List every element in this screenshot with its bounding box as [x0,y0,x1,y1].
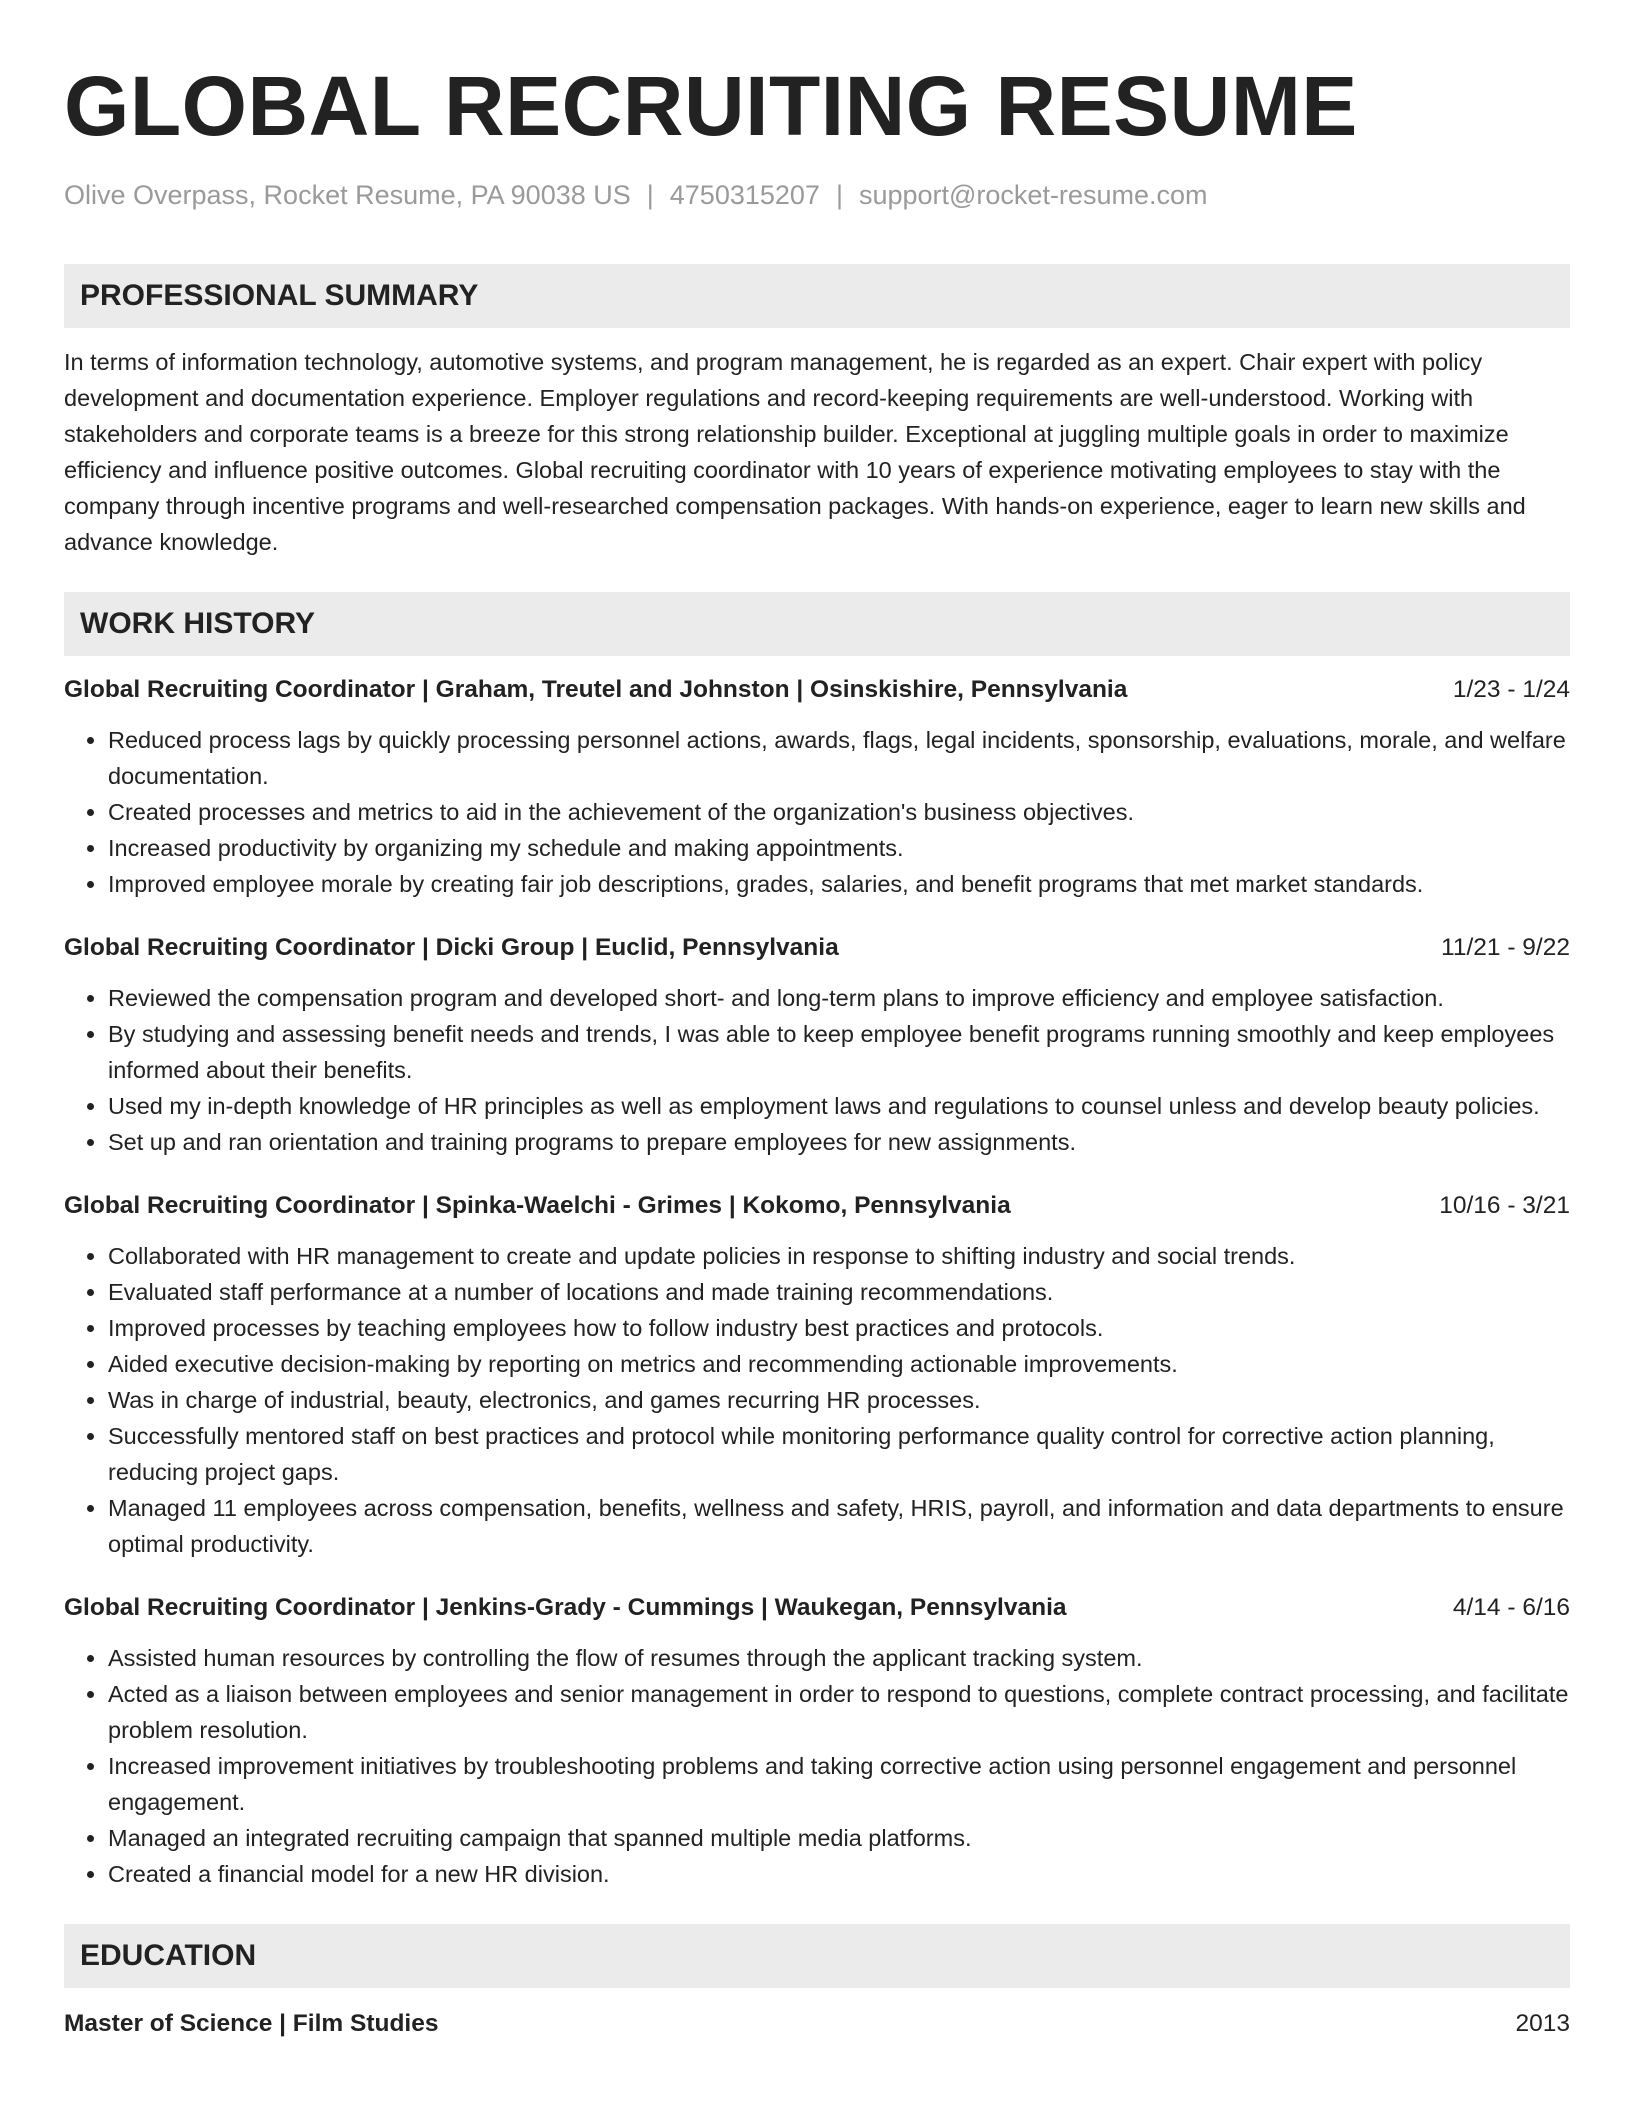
job-bullet: • Managed 11 employees across compensation, benefits, wellness and safety, HRIS, payroll, and information and data departments to ensure optimal productivity. [108,1490,1570,1562]
job-bullet: • Improved processes by teaching employees how to follow industry best practices and protocols. [108,1310,1570,1346]
job-entry [64,1188,1570,1562]
job-bullet: • Was in charge of industrial, beauty, electronics, and games recurring HR processes. [108,1382,1570,1418]
job-bullets [64,1640,1570,1892]
education-year: 2013 [1515,2010,1570,2037]
job-bullet: • Acted as a liaison between employees and senior management in order to respond to questions, complete contract processing, and facilitate problem resolution. [108,1676,1570,1748]
job-header [64,930,1570,966]
page-title: GLOBAL RECRUITING RESUME [64,59,1358,153]
job-bullet: • Reviewed the compensation program and developed short- and long-term plans to improve efficiency and employee satisfaction. [108,980,1570,1016]
job-entry [64,930,1570,1160]
job-bullet: • Created processes and metrics to aid in the achievement of the organization's business objectives. [108,794,1570,830]
job-bullet: • Successfully mentored staff on best practices and protocol while monitoring performance quality control for corrective action planning, reducing project gaps. [108,1418,1570,1490]
job-header [64,672,1570,708]
job-title-line: Global Recruiting Coordinator | Graham, Treutel and Johnston | Osinskishire, Pennsylvania [64,676,1128,703]
job-bullet: • Used my in-depth knowledge of HR principles as well as employment laws and regulations to counsel unless and develop beauty policies. [108,1088,1570,1124]
contact-address: Olive Overpass, Rocket Resume, PA 90038 US [64,180,631,210]
contact-separator: | [646,180,654,210]
job-entry [64,672,1570,902]
contact-line [64,178,1570,212]
summary-section [64,264,1570,560]
job-bullet: • Reduced process lags by quickly processing personnel actions, awards, flags, legal incidents, sponsorship, evaluations, morale, and welfare documentation. [108,722,1570,794]
job-bullet: • Set up and ran orientation and training programs to prepare employees for new assignments. [108,1124,1570,1160]
job-bullet: • Managed an integrated recruiting campaign that spanned multiple media platforms. [108,1820,1570,1856]
job-bullet: • Assisted human resources by controlling the flow of resumes through the applicant tracking system. [108,1640,1570,1676]
job-bullet: • Aided executive decision-making by reporting on metrics and recommending actionable improvements. [108,1346,1570,1382]
job-dates: 1/23 - 1/24 [1452,676,1570,703]
job-bullet: • Increased productivity by organizing my schedule and making appointments. [108,830,1570,866]
job-dates: 4/14 - 6/16 [1452,1594,1570,1621]
contact-separator: | [835,180,843,210]
education-header [64,2006,1570,2042]
education-section [64,1924,1570,2042]
section-heading-summary: PROFESSIONAL SUMMARY [64,264,1570,328]
job-bullet: • By studying and assessing benefit needs and trends, I was able to keep employee benefit programs running smoothly and keep employees informed about their benefits. [108,1016,1570,1088]
education-degree: Master of Science | Film Studies [64,2010,439,2037]
job-bullet: • Increased improvement initiatives by troubleshooting problems and taking corrective action using personnel engagement and personnel engagement. [108,1748,1570,1820]
job-bullet: • Created a financial model for a new HR division. [108,1856,1570,1892]
section-heading-work-history: WORK HISTORY [64,592,1570,656]
job-header [64,1590,1570,1626]
job-bullets [64,980,1570,1160]
job-bullet: • Evaluated staff performance at a number of locations and made training recommendations. [108,1274,1570,1310]
job-bullets [64,722,1570,902]
job-dates: 10/16 - 3/21 [1439,1192,1570,1219]
education-entry [64,2006,1570,2042]
job-entry [64,1590,1570,1892]
summary-text: In terms of information technology, automotive systems, and program management, he is regarded as an expert. Chair expert with policy development and documentation experience. Employer regulations and record-keeping requirements are well-understood. Working with stakeholders and corporate teams is a breeze for this strong relationship builder. Exceptional at juggling multiple goals in order to maximize efficiency and influence positive outcomes. Global recruiting coordinator with 10 years of experience motivating employees to stay with the company through incentive programs and well-researched compensation packages. With hands-on experience, eager to learn new skills and advance knowledge. [64,349,1526,555]
job-bullet: • Collaborated with HR management to create and update policies in response to shifting industry and social trends. [108,1238,1570,1274]
job-title-line: Global Recruiting Coordinator | Dicki Group | Euclid, Pennsylvania [64,934,839,961]
work-history-section [64,592,1570,1892]
contact-phone: 4750315207 [669,180,820,210]
job-bullet: • Improved employee morale by creating fair job descriptions, grades, salaries, and benefit programs that met market standards. [108,866,1570,902]
job-dates: 11/21 - 9/22 [1441,934,1570,961]
contact-email: support@rocket-resume.com [858,180,1208,210]
section-heading-education: EDUCATION [64,1924,1570,1988]
job-header [64,1188,1570,1224]
job-bullets [64,1238,1570,1562]
job-title-line: Global Recruiting Coordinator | Jenkins-Grady - Cummings | Waukegan, Pennsylvania [64,1594,1067,1621]
job-title-line: Global Recruiting Coordinator | Spinka-Waelchi - Grimes | Kokomo, Pennsylvania [64,1192,1011,1219]
